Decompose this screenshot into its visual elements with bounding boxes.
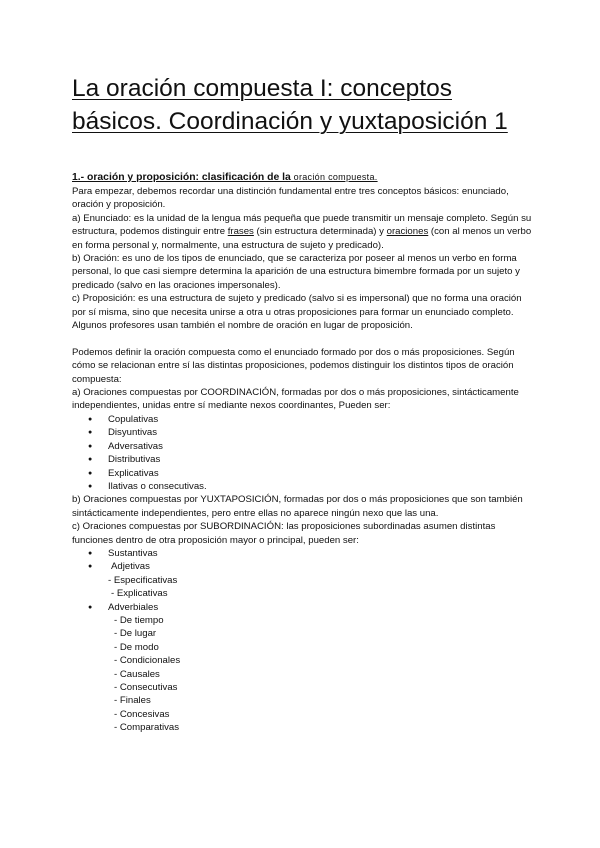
enunciado-text-a: a) Enunciado: es la unidad de la lengua más pequeña que puede transmitir un mensaje completo. Según su estructura, podemos distinguir entre xyxy=(72,212,532,238)
subordinacion-list xyxy=(72,547,532,574)
adjetivas-sublist xyxy=(72,574,532,601)
paragraph-enunciado xyxy=(72,212,532,252)
sublist-item: - Condicionales xyxy=(114,655,181,667)
page-title: La oración compuesta I: conceptos básicos. Coordinación y yuxtaposición 1 xyxy=(72,75,508,135)
sublist-item: - Especificativas xyxy=(108,574,178,586)
link-oraciones[interactable]: oraciones xyxy=(386,226,429,238)
section-heading xyxy=(72,170,532,185)
paragraph-definicion: Podemos definir la oración compuesta como el enunciado formado por dos o más proposiciones. Según cómo se relacionan entre sí las distintas proposiciones, podemos distinguir los distintos tipos de oración compuesta: xyxy=(72,346,515,385)
list-item xyxy=(72,560,532,573)
paragraph-oracion: b) Oración: es uno de los tipos de enunciado, que se caracteriza por poseer al menos un verbo en forma personal, lo que casi siempre determina la aparición de una estructura bimembre formada por un sujeto y predicado (salvo en las oraciones impersonales). xyxy=(72,253,520,291)
sublist-item: - Concesivas xyxy=(114,708,170,720)
link-frases[interactable]: frases xyxy=(227,226,254,238)
list-item: ● Ilativas o consecutivas. xyxy=(72,480,532,493)
sublist-item: - De lugar xyxy=(114,628,157,640)
list-item: ● Sustantivas xyxy=(72,547,532,560)
sublist-item: - Causales xyxy=(114,668,160,680)
list-item-label: Adjetivas xyxy=(111,561,150,573)
section-heading-bold: 1.- oración y proposición: clasificación de la xyxy=(72,172,291,183)
paragraph-coordinacion: a) Oraciones compuestas por COORDINACIÓN, formadas por dos o más proposiciones, sintácticamente independientes, unidas entre sí mediante nexos coordinantes, Pueden ser: xyxy=(72,387,519,412)
subordinacion-list-2 xyxy=(72,601,532,614)
list-item: ● Adversativas xyxy=(72,440,532,453)
document-body xyxy=(72,170,532,735)
sublist-item: - Comparativas xyxy=(114,722,180,734)
sublist-item: - Consecutivas xyxy=(114,682,178,694)
list-item: ● Adverbiales xyxy=(72,601,532,614)
paragraph-subordinacion: c) Oraciones compuestas por SUBORDINACIÓN: las proposiciones subordinadas asumen distintas funciones dentro de otra proposición mayor o principal, pueden ser: xyxy=(72,521,496,546)
paragraph-proposicion: c) Proposición: es una estructura de sujeto y predicado (salvo si es impersonal) que no forma una oración por sí misma, sino que necesita unirse a otra u otras proposiciones para formar un enunciado completo. Algunos profesores usan también el nombre de oración en lugar de proposición. xyxy=(72,293,522,332)
sublist-item: - Explicativas xyxy=(111,588,168,600)
sublist-item: - De tiempo xyxy=(114,614,164,626)
sublist-item: - De modo xyxy=(114,641,159,653)
enunciado-text-c: (con al menos un verbo en forma personal y, normalmente, una estructura de sujeto y predicado). xyxy=(72,226,532,251)
section-heading-small: oración compuesta. xyxy=(290,172,378,182)
coordinacion-list xyxy=(72,413,532,493)
spacer xyxy=(72,332,532,345)
list-item: ● Disyuntivas xyxy=(72,426,532,439)
list-item: ● Explicativas xyxy=(72,467,532,480)
adverbiales-sublist xyxy=(72,614,532,735)
list-item: ● Distributivas xyxy=(72,453,532,466)
paragraph-yuxtaposicion: b) Oraciones compuestas por YUXTAPOSICIÓN, formadas por dos o más proposiciones que son también sintácticamente independientes, pero entre ellas no aparece ningún nexo que las una. xyxy=(72,494,523,519)
enunciado-text-b: (sin estructura determinada) y xyxy=(253,226,387,238)
paragraph-intro: Para empezar, debemos recordar una distinción fundamental entre tres conceptos básicos: enunciado, oración y proposición. xyxy=(72,186,509,211)
list-item: ● Copulativas xyxy=(72,413,532,426)
sublist-item: - Finales xyxy=(114,695,151,707)
